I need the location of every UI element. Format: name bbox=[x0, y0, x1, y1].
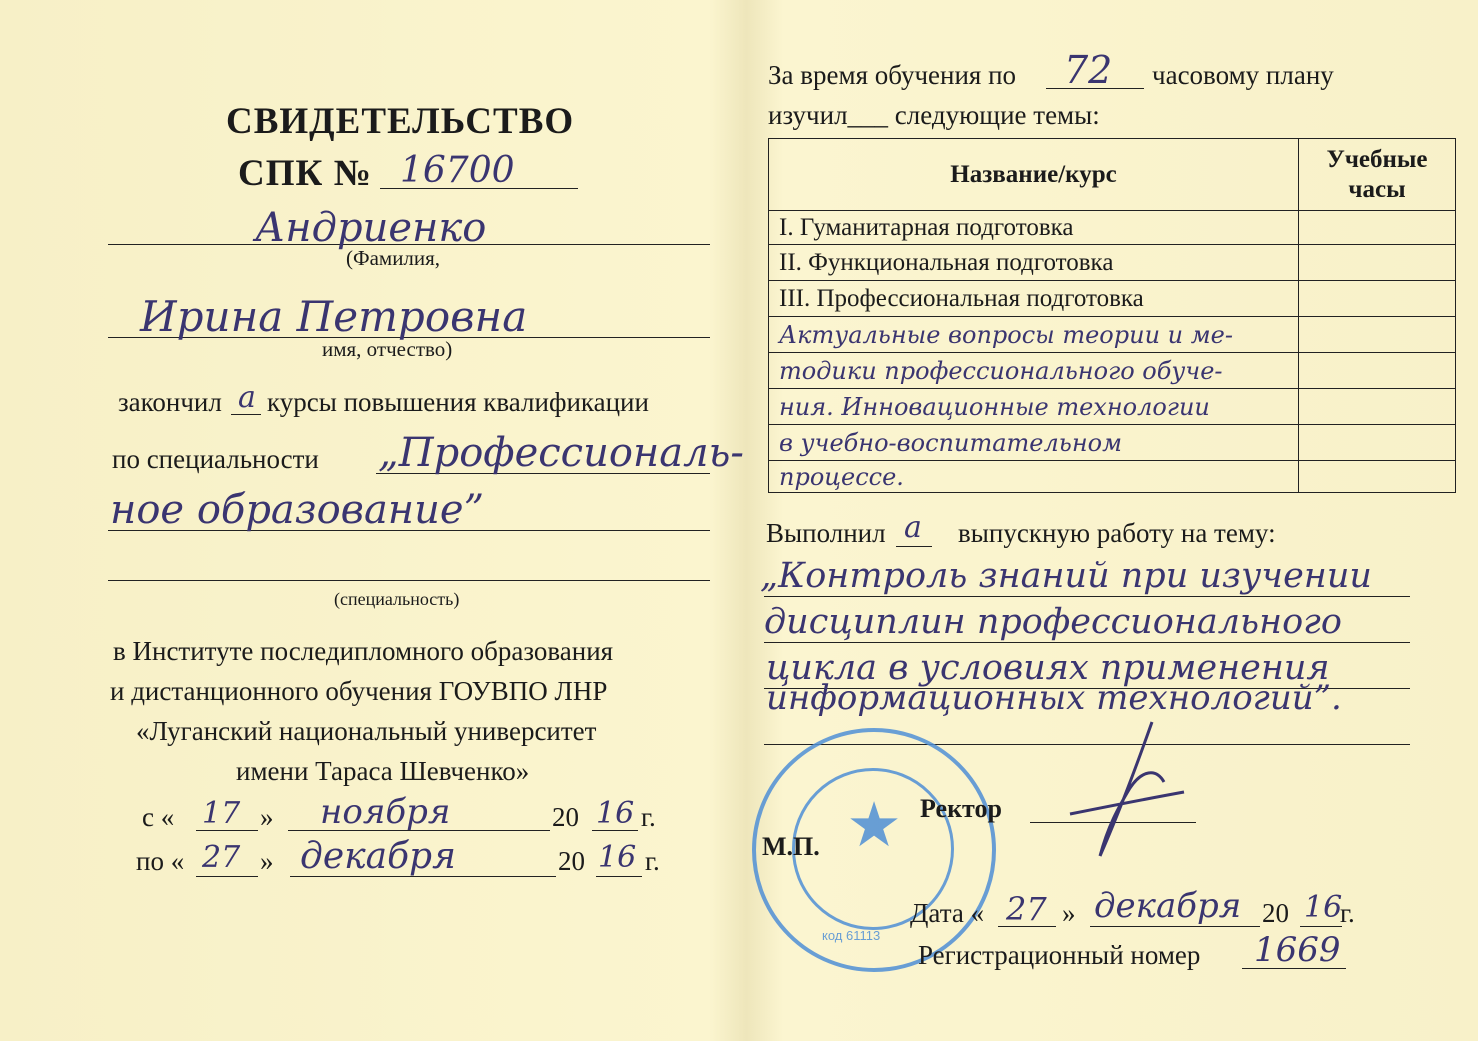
from-year-end: г. bbox=[641, 802, 656, 832]
institute-line-1: в Институте последипломного образования bbox=[113, 636, 614, 666]
date-mid: » bbox=[1062, 898, 1076, 928]
row-hours-cell bbox=[1299, 245, 1456, 281]
plan-hours: 72 bbox=[1064, 48, 1113, 92]
thesis-line-3: цикла в условиях применения bbox=[766, 648, 1330, 688]
finished-text: курсы повышения квалификации bbox=[267, 387, 649, 417]
header-hours-line-1: Учебные bbox=[1326, 145, 1428, 173]
studied-text: изучил___ следующие темы: bbox=[768, 100, 1100, 130]
date-month-line bbox=[1090, 926, 1260, 927]
name-value: Ирина Петровна bbox=[140, 292, 528, 341]
to-year-line bbox=[596, 876, 642, 877]
to-month: декабря bbox=[300, 836, 456, 877]
thesis-line-4: информационных технологий”. bbox=[766, 678, 1342, 718]
rector-signature-icon bbox=[1060, 716, 1190, 866]
from-prefix: с « bbox=[142, 802, 175, 832]
row-topic-line-5: процессе. bbox=[769, 461, 1299, 493]
from-year-suffix: 16 bbox=[596, 796, 635, 831]
institute-line-3: «Луганский национальный университет bbox=[136, 716, 597, 746]
surname-caption: (Фамилия, bbox=[346, 246, 441, 270]
table-row bbox=[769, 425, 1456, 461]
row-hours-cell bbox=[1299, 425, 1456, 461]
row-topic-line-1: Актуальные вопросы теории и ме- bbox=[769, 317, 1299, 353]
date-month: декабря bbox=[1094, 886, 1242, 926]
date-year-end: г. bbox=[1340, 898, 1355, 928]
row-hours-cell bbox=[1299, 461, 1456, 493]
to-year-end: г. bbox=[645, 846, 660, 876]
date-prefix: Дата « bbox=[910, 898, 985, 928]
thesis-text: выпускную работу на тему: bbox=[958, 518, 1276, 548]
institute-line-4: имени Тараса Шевченко» bbox=[236, 756, 530, 786]
row-functional: II. Функциональная подготовка bbox=[769, 245, 1299, 281]
to-year-prefix: 20 bbox=[558, 846, 585, 876]
table-row bbox=[769, 353, 1456, 389]
table-row bbox=[769, 281, 1456, 317]
row-professional: III. Профессиональная подготовка bbox=[769, 281, 1299, 317]
specialty-value-1: „Профессиональ- bbox=[378, 430, 744, 476]
to-day: 27 bbox=[202, 840, 241, 875]
to-day-line bbox=[196, 876, 258, 877]
to-mid: » bbox=[260, 846, 274, 876]
header-hours bbox=[1299, 139, 1456, 211]
thesis-underline-1 bbox=[764, 596, 1410, 597]
row-hours-cell bbox=[1299, 211, 1456, 245]
table-row bbox=[769, 317, 1456, 353]
finished-suffix: а bbox=[238, 380, 256, 415]
certificate-number: 16700 bbox=[400, 150, 515, 191]
thesis-line-2: дисциплин профессионального bbox=[764, 602, 1342, 642]
date-day: 27 bbox=[1006, 890, 1047, 928]
specialty-underline-3 bbox=[108, 580, 710, 581]
date-year-line bbox=[1300, 926, 1342, 927]
rector-label: Ректор bbox=[920, 794, 1002, 823]
specialty-label: по специальности bbox=[112, 444, 319, 474]
table-row bbox=[769, 461, 1456, 493]
plan-suffix: часовому плану bbox=[1152, 60, 1334, 90]
header-hours-line-2: часы bbox=[1348, 175, 1406, 203]
from-year-prefix: 20 bbox=[552, 802, 579, 832]
mp-label: М.П. bbox=[762, 832, 820, 861]
thesis-prefix: Выполнил bbox=[766, 518, 886, 548]
surname-value: Андриенко bbox=[255, 205, 487, 251]
thesis-suffix: а bbox=[904, 510, 922, 545]
registration-label: Регистрационный номер bbox=[918, 940, 1201, 970]
document-title: СВИДЕТЕЛЬСТВО bbox=[226, 101, 575, 142]
row-topic-line-2: тодики профессионального обуче- bbox=[769, 353, 1299, 389]
from-day: 17 bbox=[202, 796, 241, 831]
row-hours-cell bbox=[1299, 389, 1456, 425]
row-topic-line-3: ния. Инновационные технологии bbox=[769, 389, 1299, 425]
plan-prefix: За время обучения по bbox=[768, 60, 1017, 90]
thesis-suffix-line bbox=[896, 546, 932, 547]
thesis-line-1: „Контроль знаний при изучении bbox=[760, 556, 1372, 596]
to-prefix: по « bbox=[136, 846, 185, 876]
from-mid: » bbox=[260, 802, 274, 832]
date-year-suffix: 16 bbox=[1304, 890, 1343, 925]
name-caption: имя, отчество) bbox=[322, 337, 453, 361]
row-hours-cell bbox=[1299, 317, 1456, 353]
header-name: Название/курс bbox=[769, 139, 1299, 211]
finished-prefix: закончил bbox=[118, 387, 222, 417]
from-month: ноября bbox=[320, 792, 451, 832]
table-row bbox=[769, 245, 1456, 281]
number-label: СПК № bbox=[238, 153, 372, 194]
topics-header-row bbox=[769, 139, 1456, 211]
row-humanitarian: I. Гуманитарная подготовка bbox=[769, 211, 1299, 245]
table-row bbox=[769, 389, 1456, 425]
stamp-code: код 61113 bbox=[822, 928, 881, 943]
topics-table bbox=[768, 138, 1456, 493]
row-topic-line-4: в учебно-воспитательном bbox=[769, 425, 1299, 461]
star-emblem-icon: ★ bbox=[846, 792, 902, 860]
institute-line-2: и дистанционного обучения ГОУВПО ЛНР bbox=[110, 676, 608, 706]
table-row bbox=[769, 211, 1456, 245]
thesis-underline-2 bbox=[764, 642, 1410, 643]
registration-number: 1669 bbox=[1254, 930, 1341, 970]
row-hours-cell bbox=[1299, 281, 1456, 317]
to-year-suffix: 16 bbox=[598, 840, 637, 875]
specialty-caption: (специальность) bbox=[334, 589, 460, 609]
date-year-prefix: 20 bbox=[1262, 898, 1289, 928]
row-hours-cell bbox=[1299, 353, 1456, 389]
specialty-value-2: ное образование” bbox=[110, 487, 485, 533]
